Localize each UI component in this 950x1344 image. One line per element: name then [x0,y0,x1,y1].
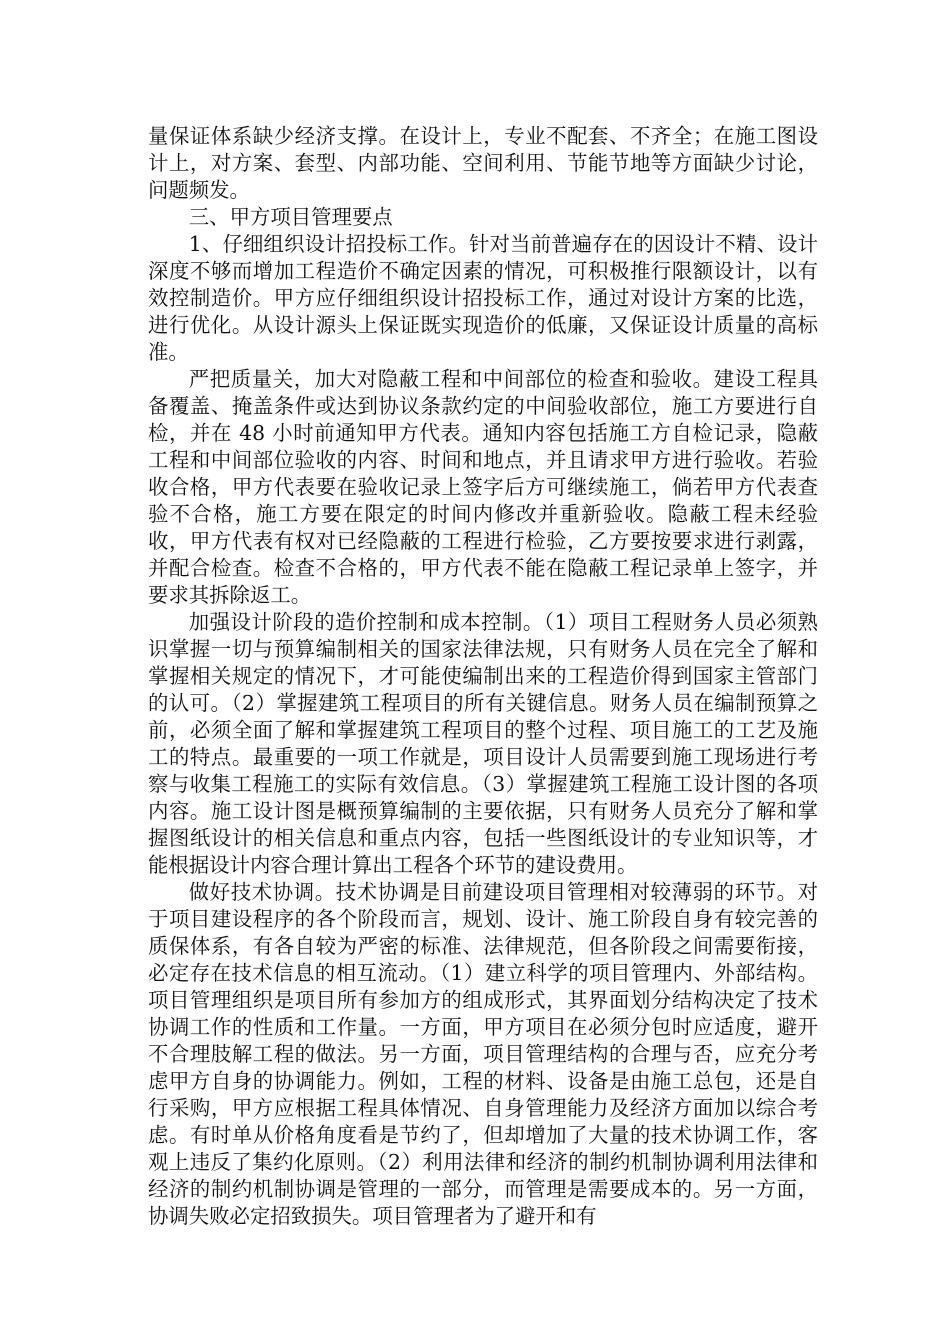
document-body [148,123,818,1230]
paragraph-design-bidding: 1、仔细组织设计招投标工作。针对当前普遍存在的因设计不精、设计深度不够而增加工程造价不确定因素的情况，可积极推行限额设计，以有效控制造价。甲方应仔细组织设计招投标工作，通过对设计方案的比选，进行优化。从设计源头上保证既实现造价的低廉，又保证设计质量的高标准。 [148,232,818,364]
paragraph-cost-control: 加强设计阶段的造价控制和成本控制。（1）项目工程财务人员必须熟识掌握一切与预算编制相关的国家法律法规，只有财务人员在完全了解和掌握相关规定的情况下，才可能使编制出来的工程造价得到国家主管部门的认可。（2）掌握建筑工程项目的所有关键信息。财务人员在编制预算之前，必须全面了解和掌握建筑工程项目的整个过程、项目施工的工艺及施工的特点。最重要的一项工作就是，项目设计人员需要到施工现场进行考察与收集工程施工的实际有效信息。（3）掌握建筑工程施工设计图的各项内容。施工设计图是概预算编制的主要依据，只有财务人员充分了解和掌握图纸设计的相关信息和重点内容，包括一些图纸设计的专业知识等，才能根据设计内容合理计算出工程各个环节的建设费用。 [148,610,818,877]
paragraph-continuation: 量保证体系缺少经济支撑。在设计上，专业不配套、不齐全；在施工图设计上，对方案、套型、内部功能、空间利用、节能节地等方面缺少讨论，问题频发。 [148,124,818,202]
paragraph-technical-coordination: 做好技术协调。技术协调是目前建设项目管理相对较薄弱的环节。对于项目建设程序的各个阶段而言，规划、设计、施工阶段自身有较完善的质保体系，有各自较为严密的标准、法律规范，但各阶段之间需要衔接，必定存在技术信息的相互流动。（1）建立科学的项目管理内、外部结构。项目管理组织是项目所有参加方的组成形式，其界面划分结构决定了技术协调工作的性质和工作量。一方面，甲方项目在必须分包时应适度，避开不合理肢解工程的做法。另一方面，项目管理结构的合理与否，应充分考虑甲方自身的协调能力。例如，工程的材料、设备是由施工总包，还是自行采购，甲方应根据工程具体情况、自身管理能力及经济方面加以综合考虑。有时单从价格角度看是节约了，但却增加了大量的技术协调工作，客观上违反了集约化原则。（2）利用法律和经济的制约机制协调利用法律和经济的制约机制协调是管理的一部分，而管理是需要成本的。另一方面，协调失败必定招致损失。项目管理者为了避开和有 [148,880,818,1228]
paragraph-quality-control: 严把质量关，加大对隐蔽工程和中间部位的检查和验收。建设工程具备覆盖、掩盖条件或达到协议条款约定的中间验收部位，施工方要进行自检，并在 48 小时前通知甲方代表。通知内容包括施工方自检记录，隐蔽工程和中间部位验收的内容、时间和地点，并且请求甲方进行验收。若验收合格，甲方代表要在验收记录上签字后方可继续施工，倘若甲方代表查验不合格，施工方要在限定的时间内修改并重新验收。隐蔽工程未经验收，甲方代表有权对已经隐蔽的工程进行检验，乙方要按要求进行剥露，并配合检查。检查不合格的，甲方代表不能在隐蔽工程记录单上签字，并要求其拆除返工。 [148,367,818,607]
section-heading: 三、甲方项目管理要点 [188,205,393,229]
